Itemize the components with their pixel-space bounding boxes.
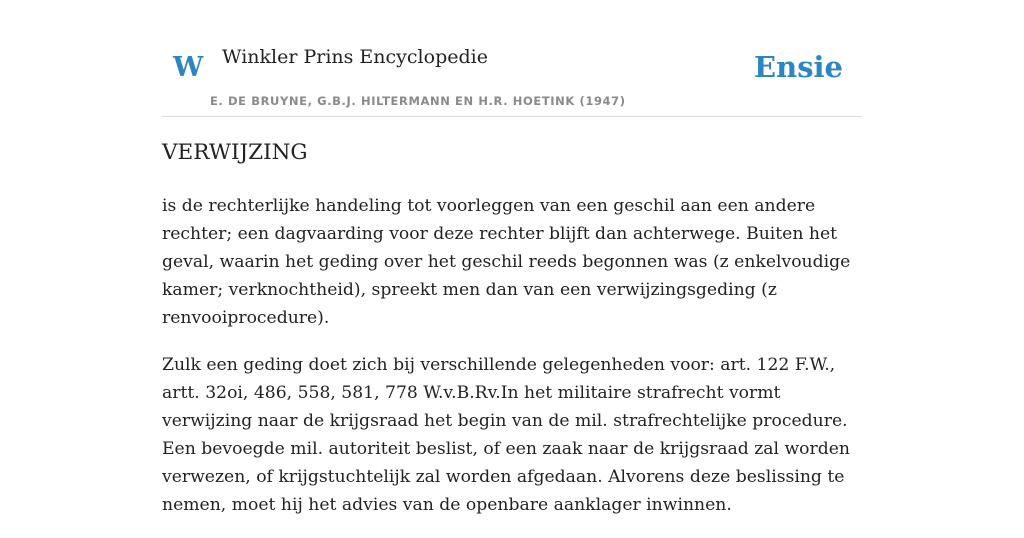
entry-paragraph: Zulk een geding doet zich bij verschillende gelegenheden voor: art. 122 F.W., artt. 32oi, 486, 558, 581, 778 W.v.B.Rv.In het militaire strafrecht vormt verwijzing naar de krijgsraad het begin van de mil. strafrechtelijke procedure. Een bevoegde mil. autoriteit beslist, of een zaak naar de krijgsraad zal worden verwezen, of krijgstuchtelijk zal worden afgedaan. Alvorens deze beslissing te nemen, moet hij het advies van de openbare aanklager inwinnen.: [162, 355, 850, 515]
winkler-prins-logo[interactable]: W: [173, 52, 205, 83]
entry-body: [162, 192, 862, 538]
ensie-logo[interactable]: Ensie: [754, 50, 843, 84]
authors-line: E. DE BRUYNE, G.B.J. HILTERMANN EN H.R. HOETINK (1947): [210, 94, 626, 108]
header: [162, 0, 862, 117]
entry-paragraph: is de rechterlijke handeling tot voorleggen van een geschil aan een andere rechter; een dagvaarding voor deze rechter blijft dan achterwege. Buiten het geval, waarin het geding over het geschil reeds begonnen was (z enkelvoudige kamer; verknochtheid), spreekt men dan van een verwijzingsgeding (z renvooiprocedure).: [162, 196, 851, 328]
entry-title: VERWIJZING: [162, 140, 308, 165]
site-title[interactable]: Winkler Prins Encyclopedie: [222, 46, 488, 68]
